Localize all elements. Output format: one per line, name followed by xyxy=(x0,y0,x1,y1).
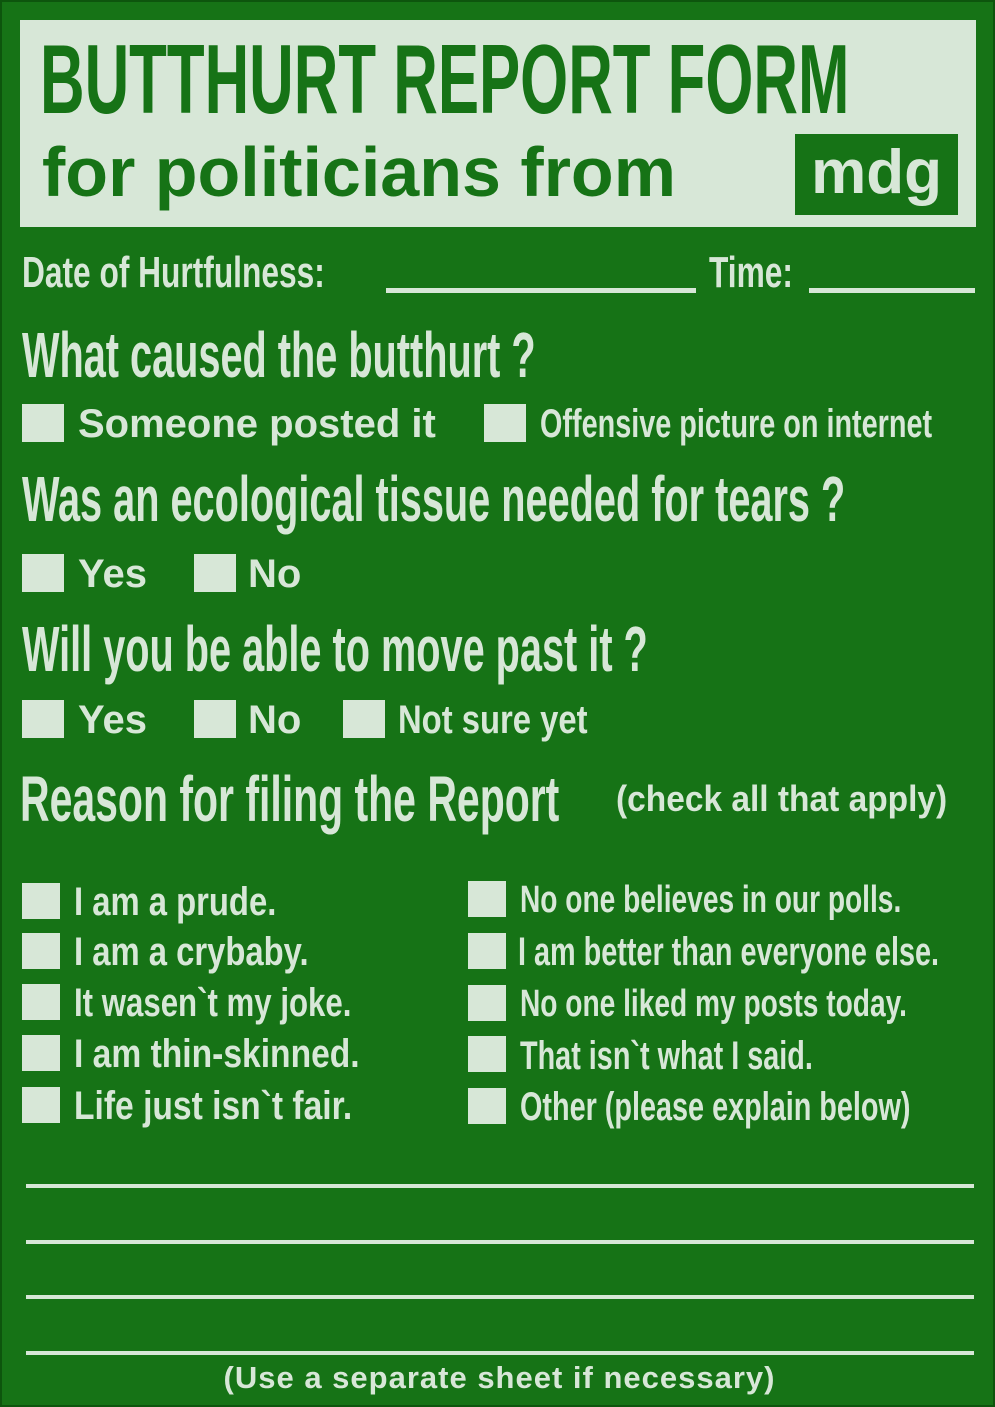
question-move-past: Will you be able to move past it ? xyxy=(22,613,648,685)
checkbox-move-past-not-sure[interactable] xyxy=(343,700,385,738)
reason-posts-wrap xyxy=(520,981,995,1027)
option-tissue-no: No xyxy=(248,552,302,596)
checkbox-move-past-yes[interactable] xyxy=(22,700,64,738)
checkbox-reason-prude[interactable] xyxy=(22,883,60,919)
question-cause: What caused the butthurt ? xyxy=(22,319,536,391)
question-tissue: Was an ecological tissue needed for tears ? xyxy=(22,463,846,535)
reason-thin-skinned-wrap xyxy=(74,1031,414,1077)
date-input-line[interactable] xyxy=(386,288,696,293)
reason-better: I am better than everyone else. xyxy=(518,930,939,974)
checkbox-reason-other[interactable] xyxy=(468,1088,506,1124)
checkbox-reason-posts[interactable] xyxy=(468,985,506,1021)
reason-not-fair-wrap xyxy=(74,1083,405,1129)
reason-thin-skinned: I am thin-skinned. xyxy=(74,1032,360,1076)
date-label-wrap xyxy=(22,248,442,298)
checkbox-move-past-no[interactable] xyxy=(194,700,236,738)
question-cause-wrap xyxy=(22,320,850,390)
explanation-line-3[interactable] xyxy=(26,1295,974,1299)
time-input-line[interactable] xyxy=(809,288,975,293)
reason-crybaby: I am a crybaby. xyxy=(74,930,309,974)
checkbox-reason-better[interactable] xyxy=(468,933,506,969)
reasons-hint: (check all that apply) xyxy=(616,778,948,819)
checkbox-offensive-picture[interactable] xyxy=(484,404,526,442)
checkbox-reason-thin-skinned[interactable] xyxy=(22,1035,60,1071)
checkbox-reason-crybaby[interactable] xyxy=(22,933,60,969)
explanation-line-2[interactable] xyxy=(26,1240,974,1244)
reason-crybaby-wrap xyxy=(74,929,360,975)
reason-prude: I am a prude. xyxy=(74,880,277,924)
reason-joke-wrap xyxy=(74,980,430,1026)
brand-logo: mdg xyxy=(795,134,958,215)
option-tissue-yes: Yes xyxy=(78,552,147,596)
question-move-past-wrap xyxy=(22,614,995,684)
option-move-past-yes: Yes xyxy=(78,698,147,742)
question-tissue-wrap xyxy=(22,464,995,534)
explanation-line-1[interactable] xyxy=(26,1184,974,1188)
checkbox-reason-said[interactable] xyxy=(468,1036,506,1072)
reason-other-wrap xyxy=(520,1084,995,1130)
option-move-past-not-sure: Not sure yet xyxy=(398,698,588,742)
reason-polls: No one believes in our polls. xyxy=(520,879,902,921)
option-offensive-picture: Offensive picture on internet xyxy=(540,402,933,446)
checkbox-reason-polls[interactable] xyxy=(468,881,506,917)
date-label: Date of Hurtfulness: xyxy=(22,248,325,297)
reason-said-wrap xyxy=(520,1033,927,1079)
reasons-heading: Reason for filing the Report xyxy=(20,763,560,835)
option-move-past-not-sure-wrap xyxy=(398,697,629,743)
reason-said: That isn`t what I said. xyxy=(520,1034,813,1078)
option-offensive-picture-wrap xyxy=(540,401,995,447)
checkbox-tissue-no[interactable] xyxy=(194,554,236,592)
reasons-hint-wrap xyxy=(616,776,972,822)
checkbox-reason-joke[interactable] xyxy=(22,984,60,1020)
option-move-past-no: No xyxy=(248,698,302,742)
form-title: BUTTHURT REPORT FORM xyxy=(40,24,850,134)
reason-posts: No one liked my posts today. xyxy=(520,983,907,1025)
reason-not-fair: Life just isn`t fair. xyxy=(74,1084,353,1128)
footnote: (Use a separate sheet if necessary) xyxy=(223,1360,776,1395)
reason-other: Other (please explain below) xyxy=(520,1085,911,1129)
checkbox-someone-posted[interactable] xyxy=(22,404,64,442)
form-header xyxy=(20,20,976,227)
checkbox-tissue-yes[interactable] xyxy=(22,554,64,592)
explanation-line-4[interactable] xyxy=(26,1351,974,1355)
reason-prude-wrap xyxy=(74,879,321,925)
form-subtitle: for politicians from xyxy=(42,133,676,211)
reason-better-wrap xyxy=(518,929,995,975)
option-someone-posted: Someone posted it xyxy=(78,402,436,446)
time-label: Time: xyxy=(709,248,793,297)
reason-polls-wrap xyxy=(520,877,995,923)
reason-joke: It wasen`t my joke. xyxy=(74,981,352,1025)
checkbox-reason-not-fair[interactable] xyxy=(22,1087,60,1123)
